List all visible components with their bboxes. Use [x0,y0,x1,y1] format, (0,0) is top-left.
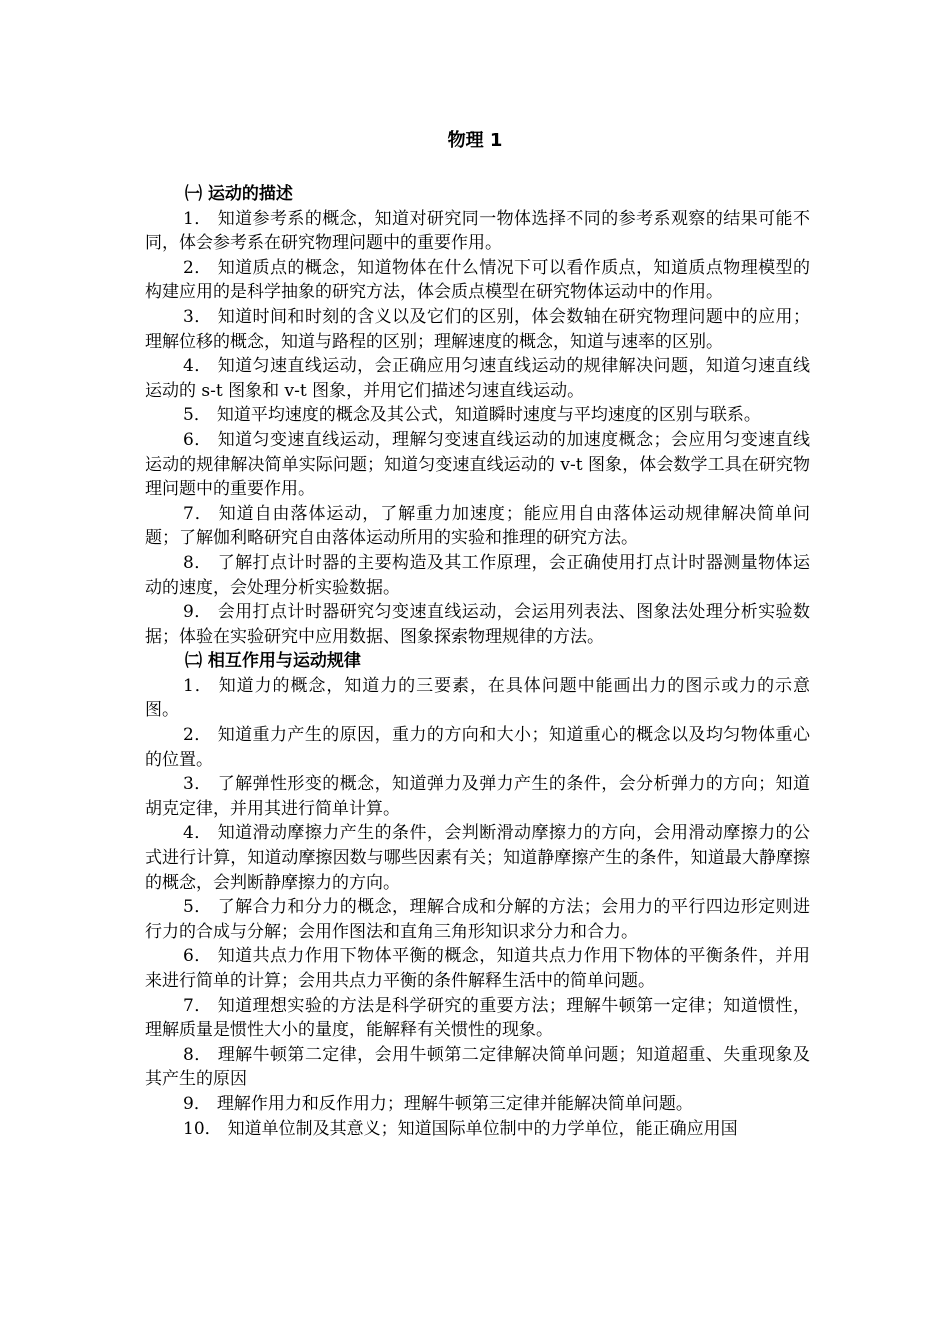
item-number: 8． [183,552,212,573]
item-number: 3． [183,774,212,795]
item-text: 知道平均速度的概念及其公式，知道瞬时速度与平均速度的区别与联系。 [216,405,761,426]
item-number: 10． [183,1118,222,1139]
section-heading: ㈡ 相互作用与运动规律 [185,651,361,672]
item-text: 了解合力和分力的概念，理解合成和分解的方法；会用力的平行四边形定则进行力的合成与分解；会用作图法和直角三角形知识求分力和合力。 [145,897,810,942]
item-text: 知道共点力作用下物体平衡的概念，知道共点力作用下物体的平衡条件，并用来进行简单的计算；会用共点力平衡的条件解释生活中的简单问题。 [145,946,810,991]
list-item [145,354,810,403]
item-text: 了解弹性形变的概念，知道弹力及弹力产生的条件，会分析弹力的方向；知道胡克定律，并用其进行简单计算。 [145,774,810,819]
document-body [145,182,810,1141]
list-item [145,1092,810,1117]
item-number: 1． [183,675,213,696]
item-number: 1． [183,208,212,229]
list-item [145,1043,810,1092]
item-text: 了解打点计时器的主要构造及其工作原理，会正确使用打点计时器测量物体运动的速度，会处理分析实验数据。 [145,552,810,598]
item-number: 6． [183,946,212,967]
list-item [145,674,810,723]
item-text: 会用打点计时器研究匀变速直线运动，会运用列表法、图象法处理分析实验数据；体验在实验研究中应用数据、图象探索物理规律的方法。 [145,602,810,647]
list [145,674,810,1141]
item-text: 知道参考系的概念，知道对研究同一物体选择不同的参考系观察的结果可能不同，体会参考系在研究物理问题中的重要作用。 [145,208,810,254]
section-forces [145,649,810,1141]
list-item [145,305,810,354]
item-text: 理解作用力和反作用力；理解牛顿第三定律并能解决简单问题。 [216,1093,693,1114]
item-text: 知道自由落体运动，了解重力加速度；能应用自由落体运动规律解决简单问题；了解伽利略研究自由落体运动所用的实验和推理的研究方法。 [145,503,810,549]
item-text: 知道理想实验的方法是科学研究的重要方法；理解牛顿第一定律；知道惯性，理解质量是惯性大小的量度，能解释有关惯性的现象。 [145,995,810,1041]
item-number: 9． [183,602,212,623]
list-item [145,723,810,772]
item-number: 2． [183,725,212,746]
list-item [145,207,810,256]
item-text: 知道时间和时刻的含义以及它们的区别，体会数轴在研究物理问题中的应用；理解位移的概念，知道与路程的区别；理解速度的概念，知道与速率的区别。 [145,306,810,352]
item-text: 知道匀速直线运动，会正确应用匀速直线运动的规律解决问题，知道匀速直线运动的 s-t 图象和 v-t 图象，并用它们描述匀速直线运动。 [145,356,810,401]
list-item [145,256,810,305]
list-item [145,944,810,993]
item-number: 7． [183,995,212,1016]
item-number: 7． [183,503,213,524]
list-item [145,551,810,600]
section-heading: ㈠ 运动的描述 [185,184,293,204]
item-number: 8． [183,1044,212,1065]
item-number: 5． [183,897,212,918]
item-text: 理解牛顿第二定律，会用牛顿第二定律解决简单问题；知道超重、失重现象及其产生的原因 [145,1044,810,1090]
list-item [145,1117,810,1142]
list-item [145,502,810,551]
item-text: 知道质点的概念，知道物体在什么情况下可以看作质点，知道质点物理模型的构建应用的是科学抽象的研究方法，体会质点模型在研究物体运动中的作用。 [145,257,810,303]
list-item [145,600,810,649]
item-number: 4． [183,823,212,844]
page-title: 物理 1 [447,130,503,151]
item-number: 3． [183,306,212,327]
list-item [145,428,810,502]
item-number: 6． [183,429,212,450]
item-text: 知道匀变速直线运动，理解匀变速直线运动的加速度概念；会应用匀变速直线运动的规律解决简单实际问题；知道匀变速直线运动的 v-t 图象，体会数学工具在研究物理问题中的重要作用。 [145,429,810,500]
item-number: 2． [183,257,212,278]
list-item [145,895,810,944]
item-number: 4． [183,356,212,377]
item-text: 知道力的概念，知道力的三要素，在具体问题中能画出力的图示或力的示意图。 [145,675,810,721]
list-item [145,772,810,821]
list-item [145,994,810,1043]
list [145,207,810,650]
item-text: 知道滑动摩擦力产生的条件，会判断滑动摩擦力的方向，会用滑动摩擦力的公式进行计算，知道动摩擦因数与哪些因素有关；知道静摩擦产生的条件，知道最大静摩擦的概念，会判断静摩擦力的方向。 [145,823,810,893]
item-text: 知道单位制及其意义；知道国际单位制中的力学单位，能正确应用国 [227,1118,738,1139]
list-item [145,403,810,428]
item-number: 5． [183,405,211,426]
item-text: 知道重力产生的原因，重力的方向和大小；知道重心的概念以及均匀物体重心的位置。 [145,725,810,770]
section-motion [145,182,810,649]
list-item [145,821,810,895]
item-number: 9． [183,1093,211,1114]
